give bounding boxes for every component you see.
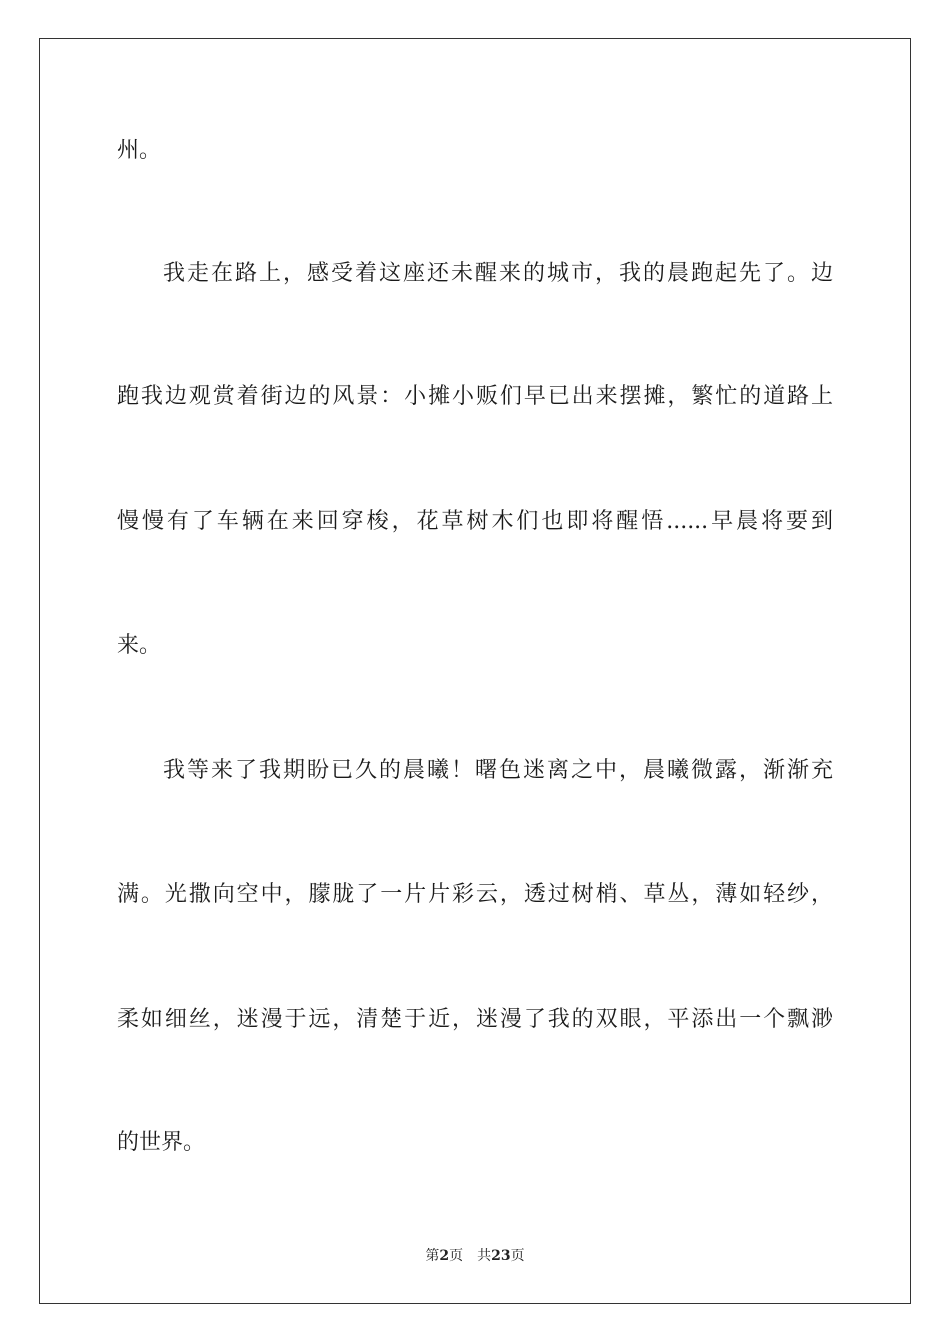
page-footer — [0, 1246, 950, 1266]
text-line-8: 柔如细丝，迷漫于远，清楚于近，迷漫了我的双眼，平添出一个飘渺 — [117, 1007, 833, 1032]
footer-page-prefix: 第 — [425, 1248, 440, 1264]
footer-total-prefix: 共 — [477, 1248, 492, 1264]
text-line-7: 满。光撒向空中，朦胧了一片片彩云，透过树梢、草丛，薄如轻纱， — [117, 882, 833, 907]
footer-page-suffix: 页 — [449, 1248, 464, 1264]
text-line-2: 我走在路上，感受着这座还未醒来的城市，我的晨跑起先了。边 — [163, 261, 833, 286]
footer-total-suffix: 页 — [510, 1248, 525, 1264]
text-line-6: 我等来了我期盼已久的晨曦！曙色迷离之中，晨曦微露，渐渐充 — [163, 758, 833, 783]
footer-total-pages: 23 — [491, 1248, 511, 1264]
text-line-5: 来。 — [117, 633, 162, 658]
text-line-3: 跑我边观赏着街边的风景：小摊小贩们早已出来摆摊，繁忙的道路上 — [117, 384, 833, 409]
text-line-4: 慢慢有了车辆在来回穿梭，花草树木们也即将醒悟......早晨将要到 — [117, 509, 833, 534]
text-line-9: 的世界。 — [117, 1130, 206, 1155]
footer-page-number: 2 — [439, 1248, 450, 1264]
page-border — [39, 38, 911, 1304]
text-line-1: 州。 — [117, 138, 162, 163]
